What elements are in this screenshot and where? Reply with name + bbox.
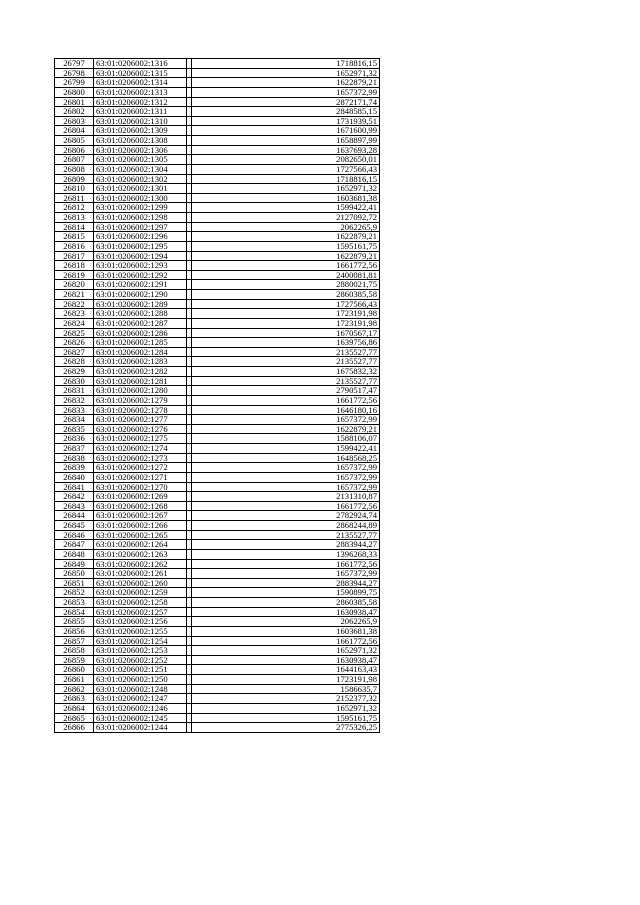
row-number-cell: 26815 — [55, 232, 94, 242]
cadastral-number-cell: 63:01:0206002:1283 — [94, 357, 187, 367]
cadastral-number-cell: 63:01:0206002:1257 — [94, 607, 187, 617]
cadastral-value-cell: 1652971,32 — [192, 646, 380, 656]
cadastral-number-cell: 63:01:0206002:1284 — [94, 347, 187, 357]
cadastral-number-cell: 63:01:0206002:1314 — [94, 78, 187, 88]
table-row — [55, 415, 380, 425]
cadastral-number-cell: 63:01:0206002:1271 — [94, 472, 187, 482]
row-number-cell: 26847 — [55, 540, 94, 550]
row-number-cell: 26848 — [55, 549, 94, 559]
cadastral-number-cell: 63:01:0206002:1276 — [94, 424, 187, 434]
cadastral-number-cell: 63:01:0206002:1292 — [94, 270, 187, 280]
cadastral-value-cell: 1622879,21 — [192, 78, 380, 88]
table-row — [55, 136, 380, 146]
row-number-cell: 26833 — [55, 405, 94, 415]
cadastral-value-cell: 1595161,75 — [192, 713, 380, 723]
cadastral-value-cell: 1657372,99 — [192, 87, 380, 97]
cadastral-value-cell: 1661772,56 — [192, 559, 380, 569]
row-number-cell: 26837 — [55, 444, 94, 454]
cadastral-value-cell: 2400081,81 — [192, 270, 380, 280]
row-number-cell: 26850 — [55, 569, 94, 579]
table-row — [55, 540, 380, 550]
table-row — [55, 617, 380, 627]
cadastral-value-table — [54, 58, 380, 733]
cadastral-number-cell: 63:01:0206002:1316 — [94, 59, 187, 69]
cadastral-number-cell: 63:01:0206002:1269 — [94, 492, 187, 502]
row-number-cell: 26865 — [55, 713, 94, 723]
cadastral-number-cell: 63:01:0206002:1296 — [94, 232, 187, 242]
cadastral-number-cell: 63:01:0206002:1290 — [94, 290, 187, 300]
cadastral-value-cell: 1590899,75 — [192, 588, 380, 598]
cadastral-value-cell: 2860385,58 — [192, 598, 380, 608]
row-number-cell: 26814 — [55, 222, 94, 232]
table-row — [55, 367, 380, 377]
cadastral-number-cell: 63:01:0206002:1264 — [94, 540, 187, 550]
row-number-cell: 26801 — [55, 97, 94, 107]
table-row — [55, 338, 380, 348]
cadastral-value-cell: 2782924,74 — [192, 511, 380, 521]
table-row — [55, 607, 380, 617]
row-number-cell: 26856 — [55, 626, 94, 636]
row-number-cell: 26859 — [55, 655, 94, 665]
table-row — [55, 145, 380, 155]
row-number-cell: 26866 — [55, 723, 94, 733]
cadastral-value-cell: 1661772,56 — [192, 636, 380, 646]
cadastral-value-cell: 1657372,99 — [192, 482, 380, 492]
row-number-cell: 26840 — [55, 472, 94, 482]
cadastral-number-cell: 63:01:0206002:1312 — [94, 97, 187, 107]
cadastral-value-cell: 1639756,86 — [192, 338, 380, 348]
table-row — [55, 482, 380, 492]
cadastral-number-cell: 63:01:0206002:1299 — [94, 203, 187, 213]
table-row — [55, 68, 380, 78]
table-row — [55, 655, 380, 665]
cadastral-value-cell: 1723191,98 — [192, 309, 380, 319]
row-number-cell: 26816 — [55, 241, 94, 251]
table-row — [55, 636, 380, 646]
table-row — [55, 357, 380, 367]
row-number-cell: 26861 — [55, 675, 94, 685]
cadastral-value-cell: 1637693,28 — [192, 145, 380, 155]
row-number-cell: 26835 — [55, 424, 94, 434]
cadastral-number-cell: 63:01:0206002:1258 — [94, 598, 187, 608]
cadastral-value-cell: 1652971,32 — [192, 184, 380, 194]
row-number-cell: 26822 — [55, 299, 94, 309]
cadastral-value-cell: 1727566,43 — [192, 164, 380, 174]
table-row — [55, 424, 380, 434]
cadastral-number-cell: 63:01:0206002:1302 — [94, 174, 187, 184]
row-number-cell: 26807 — [55, 155, 94, 165]
row-number-cell: 26864 — [55, 703, 94, 713]
row-number-cell: 26834 — [55, 415, 94, 425]
cadastral-value-cell: 1718816,15 — [192, 174, 380, 184]
table-row — [55, 626, 380, 636]
cadastral-value-cell: 1595161,75 — [192, 241, 380, 251]
cadastral-value-cell: 2135527,77 — [192, 530, 380, 540]
row-number-cell: 26832 — [55, 395, 94, 405]
row-number-cell: 26820 — [55, 280, 94, 290]
cadastral-value-cell: 1718816,15 — [192, 59, 380, 69]
cadastral-value-cell: 2775326,25 — [192, 723, 380, 733]
row-number-cell: 26831 — [55, 386, 94, 396]
row-number-cell: 26825 — [55, 328, 94, 338]
cadastral-number-cell: 63:01:0206002:1277 — [94, 415, 187, 425]
table-row — [55, 511, 380, 521]
cadastral-number-cell: 63:01:0206002:1260 — [94, 578, 187, 588]
table-row — [55, 347, 380, 357]
cadastral-number-cell: 63:01:0206002:1245 — [94, 713, 187, 723]
cadastral-number-cell: 63:01:0206002:1310 — [94, 116, 187, 126]
cadastral-value-cell: 1727566,43 — [192, 299, 380, 309]
cadastral-number-cell: 63:01:0206002:1246 — [94, 703, 187, 713]
table-row — [55, 59, 380, 69]
cadastral-number-cell: 63:01:0206002:1305 — [94, 155, 187, 165]
table-row — [55, 472, 380, 482]
table-row — [55, 203, 380, 213]
cadastral-number-cell: 63:01:0206002:1253 — [94, 646, 187, 656]
cadastral-number-cell: 63:01:0206002:1286 — [94, 328, 187, 338]
cadastral-value-cell: 1599422,41 — [192, 203, 380, 213]
row-number-cell: 26842 — [55, 492, 94, 502]
cadastral-number-cell: 63:01:0206002:1289 — [94, 299, 187, 309]
row-number-cell: 26863 — [55, 694, 94, 704]
table-row — [55, 193, 380, 203]
row-number-cell: 26844 — [55, 511, 94, 521]
cadastral-value-cell: 1622879,21 — [192, 424, 380, 434]
table-row — [55, 723, 380, 733]
cadastral-value-cell: 1657372,99 — [192, 472, 380, 482]
row-number-cell: 26841 — [55, 482, 94, 492]
cadastral-value-cell: 2868244,89 — [192, 521, 380, 531]
row-number-cell: 26809 — [55, 174, 94, 184]
table-row — [55, 261, 380, 271]
row-number-cell: 26862 — [55, 684, 94, 694]
row-number-cell: 26860 — [55, 665, 94, 675]
cadastral-value-cell: 1588106,07 — [192, 434, 380, 444]
cadastral-number-cell: 63:01:0206002:1248 — [94, 684, 187, 694]
row-number-cell: 26852 — [55, 588, 94, 598]
cadastral-number-cell: 63:01:0206002:1278 — [94, 405, 187, 415]
table-row — [55, 501, 380, 511]
cadastral-number-cell: 63:01:0206002:1272 — [94, 463, 187, 473]
row-number-cell: 26798 — [55, 68, 94, 78]
row-number-cell: 26819 — [55, 270, 94, 280]
cadastral-number-cell: 63:01:0206002:1270 — [94, 482, 187, 492]
table-row — [55, 78, 380, 88]
table-row — [55, 684, 380, 694]
cadastral-value-cell: 1630938,47 — [192, 655, 380, 665]
cadastral-value-cell: 1630938,47 — [192, 607, 380, 617]
table-row — [55, 521, 380, 531]
row-number-cell: 26843 — [55, 501, 94, 511]
cadastral-value-cell: 2860385,58 — [192, 290, 380, 300]
table-row — [55, 434, 380, 444]
table-row — [55, 463, 380, 473]
table-row — [55, 174, 380, 184]
cadastral-number-cell: 63:01:0206002:1280 — [94, 386, 187, 396]
table-row — [55, 694, 380, 704]
cadastral-value-cell: 1586635,7 — [192, 684, 380, 694]
table-row — [55, 222, 380, 232]
cadastral-value-cell: 1648568,25 — [192, 453, 380, 463]
table-row — [55, 116, 380, 126]
cadastral-number-cell: 63:01:0206002:1254 — [94, 636, 187, 646]
row-number-cell: 26811 — [55, 193, 94, 203]
cadastral-value-cell: 2880021,75 — [192, 280, 380, 290]
cadastral-value-cell: 1603681,38 — [192, 193, 380, 203]
table-row — [55, 241, 380, 251]
cadastral-number-cell: 63:01:0206002:1261 — [94, 569, 187, 579]
cadastral-number-cell: 63:01:0206002:1306 — [94, 145, 187, 155]
row-number-cell: 26826 — [55, 338, 94, 348]
cadastral-value-cell: 1723191,98 — [192, 675, 380, 685]
table-row — [55, 492, 380, 502]
cadastral-value-cell: 1603681,38 — [192, 626, 380, 636]
cadastral-value-cell: 2062265,9 — [192, 222, 380, 232]
row-number-cell: 26846 — [55, 530, 94, 540]
table-row — [55, 309, 380, 319]
cadastral-value-cell: 2848585,15 — [192, 107, 380, 117]
cadastral-number-cell: 63:01:0206002:1282 — [94, 367, 187, 377]
row-number-cell: 26853 — [55, 598, 94, 608]
cadastral-number-cell: 63:01:0206002:1304 — [94, 164, 187, 174]
cadastral-number-cell: 63:01:0206002:1285 — [94, 338, 187, 348]
row-number-cell: 26813 — [55, 213, 94, 223]
table-row — [55, 155, 380, 165]
cadastral-number-cell: 63:01:0206002:1308 — [94, 136, 187, 146]
row-number-cell: 26812 — [55, 203, 94, 213]
cadastral-number-cell: 63:01:0206002:1250 — [94, 675, 187, 685]
row-number-cell: 26806 — [55, 145, 94, 155]
cadastral-value-cell: 1652971,32 — [192, 703, 380, 713]
table-row — [55, 578, 380, 588]
row-number-cell: 26830 — [55, 376, 94, 386]
table-row — [55, 386, 380, 396]
row-number-cell: 26821 — [55, 290, 94, 300]
cadastral-number-cell: 63:01:0206002:1263 — [94, 549, 187, 559]
row-number-cell: 26808 — [55, 164, 94, 174]
cadastral-number-cell: 63:01:0206002:1291 — [94, 280, 187, 290]
table-row — [55, 184, 380, 194]
row-number-cell: 26854 — [55, 607, 94, 617]
table-row — [55, 569, 380, 579]
cadastral-value-cell: 2872171,74 — [192, 97, 380, 107]
cadastral-value-cell: 2135527,77 — [192, 357, 380, 367]
table-row — [55, 251, 380, 261]
row-number-cell: 26827 — [55, 347, 94, 357]
cadastral-number-cell: 63:01:0206002:1311 — [94, 107, 187, 117]
table-body — [55, 59, 380, 733]
table-row — [55, 453, 380, 463]
table-row — [55, 290, 380, 300]
cadastral-number-cell: 63:01:0206002:1301 — [94, 184, 187, 194]
cadastral-number-cell: 63:01:0206002:1275 — [94, 434, 187, 444]
row-number-cell: 26851 — [55, 578, 94, 588]
cadastral-value-cell: 1675832,32 — [192, 367, 380, 377]
row-number-cell: 26829 — [55, 367, 94, 377]
table-row — [55, 588, 380, 598]
table-row — [55, 376, 380, 386]
row-number-cell: 26855 — [55, 617, 94, 627]
table-row — [55, 395, 380, 405]
cadastral-value-cell: 2152377,32 — [192, 694, 380, 704]
cadastral-value-cell: 1657372,99 — [192, 415, 380, 425]
row-number-cell: 26800 — [55, 87, 94, 97]
row-number-cell: 26810 — [55, 184, 94, 194]
cadastral-value-cell: 1657372,99 — [192, 569, 380, 579]
cadastral-number-cell: 63:01:0206002:1288 — [94, 309, 187, 319]
table-row — [55, 232, 380, 242]
cadastral-number-cell: 63:01:0206002:1287 — [94, 318, 187, 328]
table-row — [55, 405, 380, 415]
cadastral-value-cell: 1599422,41 — [192, 444, 380, 454]
cadastral-value-cell: 1661772,56 — [192, 501, 380, 511]
cadastral-value-cell: 2131310,87 — [192, 492, 380, 502]
cadastral-number-cell: 63:01:0206002:1279 — [94, 395, 187, 405]
cadastral-number-cell: 63:01:0206002:1300 — [94, 193, 187, 203]
cadastral-value-cell: 1661772,56 — [192, 395, 380, 405]
table-row — [55, 280, 380, 290]
table-row — [55, 703, 380, 713]
cadastral-number-cell: 63:01:0206002:1281 — [94, 376, 187, 386]
row-number-cell: 26799 — [55, 78, 94, 88]
cadastral-value-cell: 1622879,21 — [192, 251, 380, 261]
cadastral-number-cell: 63:01:0206002:1315 — [94, 68, 187, 78]
row-number-cell: 26817 — [55, 251, 94, 261]
row-number-cell: 26838 — [55, 453, 94, 463]
table-row — [55, 318, 380, 328]
cadastral-number-cell: 63:01:0206002:1247 — [94, 694, 187, 704]
row-number-cell: 26805 — [55, 136, 94, 146]
cadastral-number-cell: 63:01:0206002:1255 — [94, 626, 187, 636]
cadastral-number-cell: 63:01:0206002:1293 — [94, 261, 187, 271]
cadastral-number-cell: 63:01:0206002:1267 — [94, 511, 187, 521]
cadastral-value-cell: 1671600,99 — [192, 126, 380, 136]
cadastral-number-cell: 63:01:0206002:1252 — [94, 655, 187, 665]
table-row — [55, 665, 380, 675]
cadastral-value-cell: 1723191,98 — [192, 318, 380, 328]
cadastral-number-cell: 63:01:0206002:1265 — [94, 530, 187, 540]
row-number-cell: 26839 — [55, 463, 94, 473]
table-row — [55, 549, 380, 559]
cadastral-number-cell: 63:01:0206002:1274 — [94, 444, 187, 454]
cadastral-number-cell: 63:01:0206002:1313 — [94, 87, 187, 97]
cadastral-value-cell: 1646180,16 — [192, 405, 380, 415]
cadastral-number-cell: 63:01:0206002:1262 — [94, 559, 187, 569]
cadastral-value-cell: 1661772,56 — [192, 261, 380, 271]
cadastral-number-cell: 63:01:0206002:1273 — [94, 453, 187, 463]
table-row — [55, 126, 380, 136]
cadastral-value-cell: 2790517,47 — [192, 386, 380, 396]
table-row — [55, 559, 380, 569]
cadastral-number-cell: 63:01:0206002:1251 — [94, 665, 187, 675]
cadastral-value-cell: 2883944,27 — [192, 578, 380, 588]
table-row — [55, 598, 380, 608]
cadastral-number-cell: 63:01:0206002:1268 — [94, 501, 187, 511]
table-row — [55, 107, 380, 117]
cadastral-value-cell: 2082650,01 — [192, 155, 380, 165]
table-row — [55, 270, 380, 280]
row-number-cell: 26797 — [55, 59, 94, 69]
row-number-cell: 26849 — [55, 559, 94, 569]
cadastral-number-cell: 63:01:0206002:1294 — [94, 251, 187, 261]
table-row — [55, 299, 380, 309]
cadastral-number-cell: 63:01:0206002:1298 — [94, 213, 187, 223]
row-number-cell: 26804 — [55, 126, 94, 136]
row-number-cell: 26803 — [55, 116, 94, 126]
cadastral-value-cell: 2127092,72 — [192, 213, 380, 223]
cadastral-value-cell: 1658897,99 — [192, 136, 380, 146]
cadastral-value-cell: 2135527,77 — [192, 376, 380, 386]
row-number-cell: 26824 — [55, 318, 94, 328]
cadastral-value-cell: 2883944,27 — [192, 540, 380, 550]
row-number-cell: 26858 — [55, 646, 94, 656]
cadastral-value-cell: 1657372,99 — [192, 463, 380, 473]
cadastral-number-cell: 63:01:0206002:1256 — [94, 617, 187, 627]
cadastral-number-cell: 63:01:0206002:1295 — [94, 241, 187, 251]
cadastral-number-cell: 63:01:0206002:1309 — [94, 126, 187, 136]
cadastral-value-cell: 1670567,17 — [192, 328, 380, 338]
cadastral-value-cell: 1622879,21 — [192, 232, 380, 242]
table-row — [55, 444, 380, 454]
cadastral-number-cell: 63:01:0206002:1259 — [94, 588, 187, 598]
cadastral-number-cell: 63:01:0206002:1297 — [94, 222, 187, 232]
cadastral-value-cell: 2135527,77 — [192, 347, 380, 357]
table-row — [55, 713, 380, 723]
row-number-cell: 26836 — [55, 434, 94, 444]
table-row — [55, 87, 380, 97]
table-row — [55, 646, 380, 656]
cadastral-value-cell: 1644163,43 — [192, 665, 380, 675]
table-row — [55, 675, 380, 685]
row-number-cell: 26845 — [55, 521, 94, 531]
row-number-cell: 26857 — [55, 636, 94, 646]
table-row — [55, 213, 380, 223]
cadastral-number-cell: 63:01:0206002:1244 — [94, 723, 187, 733]
cadastral-number-cell: 63:01:0206002:1266 — [94, 521, 187, 531]
row-number-cell: 26802 — [55, 107, 94, 117]
row-number-cell: 26823 — [55, 309, 94, 319]
table-row — [55, 164, 380, 174]
table-row — [55, 530, 380, 540]
cadastral-value-cell: 1652971,32 — [192, 68, 380, 78]
cadastral-value-cell: 1731939,51 — [192, 116, 380, 126]
row-number-cell: 26818 — [55, 261, 94, 271]
table-row — [55, 97, 380, 107]
row-number-cell: 26828 — [55, 357, 94, 367]
table-row — [55, 328, 380, 338]
cadastral-value-cell: 2062265,9 — [192, 617, 380, 627]
cadastral-value-cell: 1396268,33 — [192, 549, 380, 559]
